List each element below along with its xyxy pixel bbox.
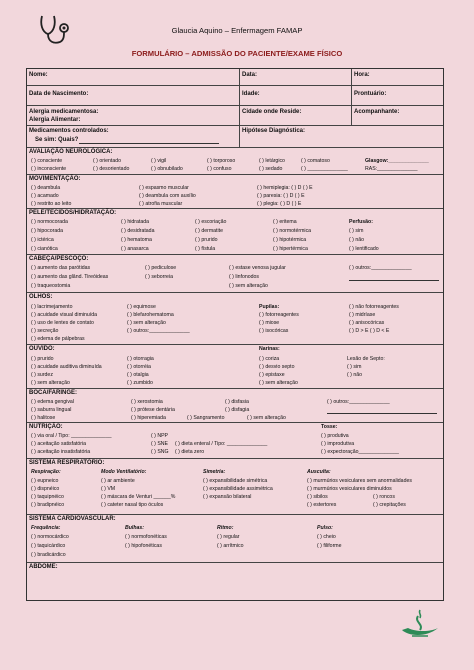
resp-option[interactable]: ( ) ar ambiente <box>101 478 135 484</box>
resp-option[interactable]: ( ) expansibilidade assimétrica <box>203 486 273 492</box>
auscultation-label: Ausculta: <box>307 469 331 475</box>
cardio-option[interactable]: ( ) bradicárdico <box>31 552 66 558</box>
skin-option[interactable]: ( ) cianótica <box>31 246 58 252</box>
admission-form <box>26 68 444 601</box>
eyes-option[interactable]: ( ) secreção <box>31 328 59 334</box>
head-option[interactable]: ( ) estase venosa jugular <box>229 265 286 271</box>
mov-option[interactable]: ( ) restrito ao leito <box>31 201 72 207</box>
neuro-option[interactable]: ( ) desorientado <box>93 166 130 172</box>
pupils-option[interactable]: ( ) não fotorreagentes <box>349 304 399 310</box>
mov-option[interactable]: ( ) atrofia muscular <box>139 201 183 207</box>
skin-option[interactable]: ( ) escoriação <box>195 219 227 225</box>
skin-option[interactable]: ( ) prurido <box>195 237 218 243</box>
head-option[interactable]: ( ) aumento das glând. Tireóideas <box>31 274 109 280</box>
head-option[interactable]: ( ) sem alteração <box>229 283 268 289</box>
age-label: Idade: <box>242 91 260 97</box>
mov-option[interactable]: ( ) hemiplegia: ( ) D ( ) E <box>257 185 313 191</box>
ears-option[interactable]: ( ) surdez <box>31 372 53 378</box>
mouth-option[interactable]: ( ) prótese dentária <box>131 407 175 413</box>
resp-title: SISTEMA RESPIRATÓRIO: <box>29 460 105 466</box>
mouth-other-field[interactable]: ( ) outros:______________ <box>327 399 390 405</box>
neuro-option[interactable]: ( ) torporoso <box>207 158 236 164</box>
neuro-option[interactable]: ( ) confuso <box>207 166 232 172</box>
nutrition-option[interactable]: ( ) SNG <box>151 449 169 455</box>
ears-option[interactable]: ( ) otorréia <box>127 364 151 370</box>
section-eyes <box>27 293 443 345</box>
mouth-option[interactable]: ( ) Sangramento <box>187 415 225 421</box>
food-allergy-label: Alergia Alimentar: <box>29 117 81 123</box>
nostrils-option[interactable]: ( ) coriza <box>259 356 280 362</box>
row-birth <box>27 86 443 106</box>
neuro-option[interactable]: ( ) obnubilado <box>151 166 183 172</box>
name-field[interactable] <box>27 69 240 85</box>
row-allergy <box>27 106 443 126</box>
head-option[interactable]: ( ) linfonodos <box>229 274 259 280</box>
head-option[interactable]: ( ) traqueostomia <box>31 283 71 289</box>
mouth-option[interactable]: ( ) edema gengival <box>31 399 74 405</box>
meds-field[interactable] <box>27 126 240 147</box>
cough-option[interactable]: ( ) improdutiva <box>321 441 355 447</box>
resp-option[interactable]: ( ) murmúrios vesiculares sem anormalidades <box>307 478 412 484</box>
diagnosis-field[interactable] <box>240 126 443 147</box>
neuro-option[interactable]: ( ) ______________ <box>301 166 348 172</box>
resp-option[interactable]: ( ) crepitações <box>373 502 406 508</box>
city-label: Cidade onde Reside: <box>242 109 302 115</box>
resp-option[interactable]: ( ) expansibilidade simétrica <box>203 478 268 484</box>
mov-option[interactable]: ( ) espasmo muscular <box>139 185 189 191</box>
time-label: Hora: <box>354 72 370 78</box>
nutrition-option[interactable]: ( ) aceitação insatisfatória <box>31 449 91 455</box>
mouth-option[interactable]: ( ) halitose <box>31 415 56 421</box>
mouth-option[interactable]: ( ) disfasia <box>225 399 249 405</box>
row-name <box>27 69 443 86</box>
symmetry-label: Simetria: <box>203 469 226 475</box>
nostrils-option[interactable]: ( ) desvio septo <box>259 364 295 370</box>
resp-option[interactable]: ( ) cateter nasal tipo óculos <box>101 502 164 508</box>
skin-option[interactable]: ( ) hipertérmica <box>273 246 308 252</box>
nostrils-option[interactable]: ( ) sem alteração <box>259 380 298 386</box>
resp-option[interactable]: ( ) murmúrios vesiculares diminuídos <box>307 486 392 492</box>
pupils-label: Pupilas: <box>259 304 280 310</box>
date-field[interactable] <box>240 69 352 85</box>
neuro-option[interactable]: ( ) inconsciente <box>31 166 67 172</box>
nutrition-title: NUTRIÇÃO: <box>29 424 63 430</box>
nutrition-option[interactable]: ( ) dieta zero <box>175 449 205 455</box>
eyes-option[interactable]: ( ) sem alteração <box>127 320 166 326</box>
neuro-option[interactable]: ( ) vigil <box>151 158 167 164</box>
section-abdomen <box>27 563 443 600</box>
mouth-option[interactable]: ( ) xerostomia <box>131 399 163 405</box>
ears-option[interactable]: ( ) sem alteração <box>31 380 70 386</box>
nutrition-option[interactable]: ( ) dieta enteral / Tipo: ______________ <box>175 441 268 447</box>
row-meds <box>27 126 443 148</box>
cardio-option[interactable]: ( ) normofonéticas <box>125 534 167 540</box>
nutrition-option[interactable]: ( ) via oral / Tipo: ______________ <box>31 433 112 439</box>
section-head <box>27 255 443 293</box>
head-other-field[interactable]: ( ) outros:______________ <box>349 265 412 271</box>
nutrition-option[interactable]: ( ) aceitação satisfatória <box>31 441 87 447</box>
resp-option[interactable]: ( ) expansão bilateral <box>203 494 252 500</box>
head-title: CABEÇA/PESCOÇO: <box>29 256 89 262</box>
ears-option[interactable]: ( ) zumbido <box>127 380 153 386</box>
skin-option[interactable]: ( ) anasarca <box>121 246 149 252</box>
nutrition-option[interactable]: ( ) SNE <box>151 441 169 447</box>
diagnosis-label: Hipótese Diagnóstica: <box>242 128 306 134</box>
form-title: FORMULÁRIO – ADMISSÃO DO PACIENTE/EXAME FÍSICO <box>131 49 343 58</box>
cardio-option[interactable]: ( ) hipofonéticas <box>125 543 162 549</box>
mov-option[interactable]: ( ) deambula <box>31 185 61 191</box>
nutrition-option[interactable]: ( ) NPP <box>151 433 169 439</box>
eyes-option[interactable]: ( ) lacrimejamento <box>31 304 73 310</box>
date-label: Data: <box>242 72 258 78</box>
mouth-option[interactable]: ( ) hiperemiada <box>131 415 166 421</box>
section-resp <box>27 459 443 515</box>
resp-option[interactable]: ( ) sibilos <box>307 494 328 500</box>
mov-option[interactable]: ( ) deambula com auxílio <box>139 193 196 199</box>
eyes-other-field[interactable]: ( ) outros:______________ <box>127 328 190 334</box>
section-ears <box>27 345 443 389</box>
nostrils-option[interactable]: ( ) epistaxe <box>259 372 285 378</box>
skin-title: PELE/TECIDOS/HIDRATAÇÃO: <box>29 210 117 216</box>
cardio-option[interactable]: ( ) normocárdico <box>31 534 69 540</box>
perfusion-label: Perfusão: <box>349 219 373 225</box>
vent-mode-label: Modo Ventilatório: <box>101 469 147 475</box>
cardio-option[interactable]: ( ) filiforme <box>317 543 342 549</box>
resp-option[interactable]: ( ) bradipnéico <box>31 502 65 508</box>
cough-option[interactable]: ( ) expectoração______________ <box>321 449 399 455</box>
mouth-option[interactable]: ( ) disfagia <box>225 407 250 413</box>
author-line: Glaucia Aquino – Enfermagem FAMAP <box>171 26 303 35</box>
cardio-option[interactable]: ( ) cheio <box>317 534 336 540</box>
mouth-option[interactable]: ( ) sem alteração <box>247 415 286 421</box>
which-meds-line <box>79 143 219 144</box>
companion-label: Acompanhante: <box>354 109 400 115</box>
perfusion-option[interactable]: ( ) não <box>349 237 364 243</box>
mouth-title: BOCA/FARINGE: <box>29 390 77 396</box>
name-label: Nome: <box>29 72 48 78</box>
resp-option[interactable]: ( ) taquipnéico <box>31 494 64 500</box>
cardio-title: SISTEMA CARDIOVASCULAR: <box>29 516 116 522</box>
eyes-title: OLHOS: <box>29 294 53 300</box>
abdomen-title: ABDOME: <box>29 564 58 570</box>
ears-option[interactable]: ( ) otalgia <box>127 372 149 378</box>
neuro-option[interactable]: ( ) sedado <box>259 166 283 172</box>
nostrils-label: Narinas: <box>259 346 280 352</box>
cough-option[interactable]: ( ) produtiva <box>321 433 349 439</box>
mov-option[interactable]: ( ) acamado <box>31 193 59 199</box>
head-option[interactable]: ( ) seborreia <box>145 274 173 280</box>
skin-option[interactable]: ( ) hipotérmica <box>273 237 307 243</box>
pupils-option[interactable]: ( ) anisocóricas <box>349 320 385 326</box>
time-field[interactable] <box>352 69 443 85</box>
septum-option[interactable]: ( ) sim <box>347 364 362 370</box>
mov-title: MOVIMENTAÇÃO: <box>29 176 81 182</box>
rhythm-label: Ritmo: <box>217 525 234 531</box>
nursing-lamp-logo <box>398 606 444 646</box>
mouth-option[interactable]: ( ) saburra lingual <box>31 407 72 413</box>
record-field[interactable] <box>352 86 443 105</box>
resp-option[interactable]: ( ) eupneico <box>31 478 59 484</box>
section-skin <box>27 209 443 255</box>
neuro-title: AVALIAÇÃO NEUROLÓGICA: <box>29 149 113 155</box>
rate-label: Frequência: <box>31 525 61 531</box>
drug-allergy-label: Alergia medicamentosa: <box>29 109 99 115</box>
skin-option[interactable]: ( ) normocorada <box>31 219 68 225</box>
city-field[interactable] <box>240 106 352 125</box>
ears-option[interactable]: ( ) otorragia <box>127 356 154 362</box>
skin-option[interactable]: ( ) dermatite <box>195 228 223 234</box>
section-nutrition <box>27 423 443 459</box>
mouth-other-line <box>327 413 437 414</box>
companion-field[interactable] <box>352 106 443 125</box>
pulse-label: Pulso: <box>317 525 333 531</box>
eyes-option[interactable]: ( ) blefarohematoma <box>127 312 174 318</box>
resp-option[interactable]: ( ) roncos <box>373 494 395 500</box>
skin-option[interactable]: ( ) eritema <box>273 219 297 225</box>
neuro-option[interactable]: ( ) consciente <box>31 158 63 164</box>
allergy-field[interactable] <box>27 106 240 125</box>
breathing-label: Respiração: <box>31 469 61 475</box>
sounds-label: Bulhas: <box>125 525 145 531</box>
resp-option[interactable]: ( ) VM <box>101 486 116 492</box>
section-mouth <box>27 389 443 423</box>
glasgow-field[interactable]: Glasgow:______________ <box>365 158 429 164</box>
head-option[interactable]: ( ) pediculose <box>145 265 177 271</box>
resp-option[interactable]: ( ) máscara de Venturi ______% <box>101 494 176 500</box>
cardio-option[interactable]: ( ) regular <box>217 534 240 540</box>
pupils-option[interactable]: ( ) miose <box>259 320 280 326</box>
resp-option[interactable]: ( ) estertores <box>307 502 337 508</box>
resp-option[interactable]: ( ) dispnéico <box>31 486 60 492</box>
ras-field[interactable]: RAS:______________ <box>365 166 418 172</box>
perfusion-option[interactable]: ( ) lentificado <box>349 246 379 252</box>
pupils-option[interactable]: ( ) isocóricas <box>259 328 289 334</box>
perfusion-option[interactable]: ( ) sim <box>349 228 364 234</box>
head-other-line <box>349 280 439 281</box>
birthdate-label: Data de Nascimento: <box>29 91 89 97</box>
age-field[interactable] <box>240 86 352 105</box>
ears-title: OUVIDO: <box>29 346 55 352</box>
skin-option[interactable]: ( ) ictérica <box>31 237 54 243</box>
skin-option[interactable]: ( ) hipocorada <box>31 228 64 234</box>
pupils-option[interactable]: ( ) midríase <box>349 312 376 318</box>
section-mov <box>27 175 443 209</box>
skin-option[interactable]: ( ) hidratada <box>121 219 149 225</box>
which-meds-label: Se sim: Quais? <box>35 137 79 143</box>
septum-label: Lesão de Septo: <box>347 356 385 362</box>
section-neuro <box>27 148 443 175</box>
neuro-option[interactable]: ( ) letárgico <box>259 158 285 164</box>
eyes-option[interactable]: ( ) acuidade visual diminuída <box>31 312 98 318</box>
ears-option[interactable]: ( ) acuidade auditiva diminuída <box>31 364 102 370</box>
mov-option[interactable]: ( ) paresia: ( ) D ( ) E <box>257 193 305 199</box>
birthdate-field[interactable] <box>27 86 240 105</box>
neuro-option[interactable]: ( ) orientado <box>93 158 121 164</box>
mov-option[interactable]: ( ) plegia: ( ) D ( ) E <box>257 201 302 207</box>
cardio-option[interactable]: ( ) arrítmico <box>217 543 244 549</box>
section-cardio <box>27 515 443 563</box>
record-label: Prontuário: <box>354 91 387 97</box>
pupils-option[interactable]: ( ) D > E ( ) D < E <box>349 328 390 334</box>
eyes-option[interactable]: ( ) uso de lentes de contato <box>31 320 94 326</box>
cough-label: Tosse: <box>321 424 338 430</box>
pupils-option[interactable]: ( ) fotorreagentes <box>259 312 299 318</box>
skin-option[interactable]: ( ) fístula <box>195 246 216 252</box>
septum-option[interactable]: ( ) não <box>347 372 362 378</box>
head-option[interactable]: ( ) aumento das parótidas <box>31 265 91 271</box>
skin-option[interactable]: ( ) normotérmica <box>273 228 312 234</box>
eyes-option[interactable]: ( ) edema de pálpebras <box>31 336 85 342</box>
eyes-option[interactable]: ( ) equimose <box>127 304 156 310</box>
skin-option[interactable]: ( ) hematoma <box>121 237 152 243</box>
cardio-option[interactable]: ( ) taquicárdico <box>31 543 66 549</box>
ears-option[interactable]: ( ) prurido <box>31 356 54 362</box>
skin-option[interactable]: ( ) desidratada <box>121 228 155 234</box>
neuro-option[interactable]: ( ) comatoso <box>301 158 330 164</box>
meds-label: Medicamentos controlados: <box>29 128 109 134</box>
